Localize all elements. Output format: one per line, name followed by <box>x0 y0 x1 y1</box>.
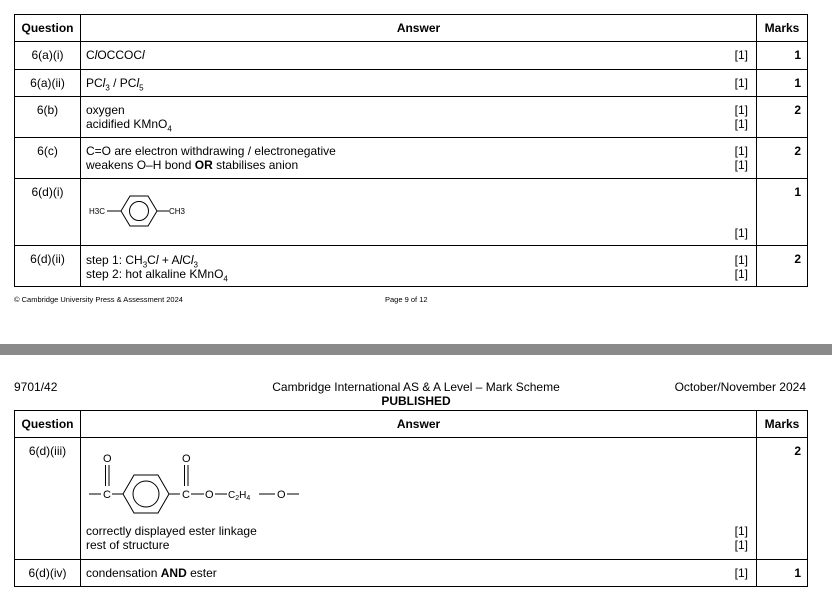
mark-allocation: [1] <box>734 144 748 158</box>
question-number: 6(d)(iv) <box>15 560 81 587</box>
ester-oxygen-label: O <box>205 489 214 501</box>
polyester-repeat-unit-structure <box>89 450 349 516</box>
table-row <box>15 438 808 560</box>
question-number: 6(c) <box>15 138 81 179</box>
mark-allocation: [1] <box>734 253 748 267</box>
answer-cell <box>81 246 757 287</box>
answer-text: condensation AND ester <box>86 566 217 580</box>
end-oxygen-label: O <box>277 489 286 501</box>
answer-text: ClOCCOCl <box>86 48 145 62</box>
table-row <box>15 246 808 287</box>
answer-text: step 2: hot alkaline KMnO$_4$ <box>86 267 228 284</box>
mark-scheme-table-page-10 <box>14 410 808 587</box>
marks-value: 1 <box>757 42 808 70</box>
table-header-row <box>15 411 808 438</box>
syllabus-code: 9701/42 <box>14 380 58 394</box>
mark-allocation: [1] <box>734 524 748 538</box>
oxygen-label: O <box>182 453 191 465</box>
copyright-footer: © Cambridge University Press & Assessment 2024 <box>14 295 183 304</box>
mark-scheme-table-page-9 <box>14 14 808 287</box>
exam-session: October/November 2024 <box>674 380 806 394</box>
methyl-label-left: H3C <box>89 207 106 216</box>
table-row <box>15 560 808 587</box>
page-number: Page 9 of 12 <box>385 295 428 304</box>
question-number: 6(a)(i) <box>15 42 81 70</box>
question-number: 6(d)(iii) <box>15 438 81 560</box>
answer-text: rest of structure <box>86 538 170 552</box>
marks-value: 2 <box>757 97 808 138</box>
mark-allocation: [1] <box>734 76 748 90</box>
question-number: 6(d)(ii) <box>15 246 81 287</box>
answer-text: correctly displayed ester linkage <box>86 524 257 538</box>
answer-text: weakens O–H bond OR stabilises anion <box>86 158 299 172</box>
answer-header: Answer <box>81 15 757 42</box>
methyl-label-right: CH3 <box>169 207 186 216</box>
aromatic-circle <box>133 481 159 507</box>
marks-value: 2 <box>757 246 808 287</box>
answer-header: Answer <box>81 411 757 438</box>
answer-cell <box>81 560 757 587</box>
mark-allocation: [1] <box>734 48 748 62</box>
published-label: PUBLISHED <box>381 394 451 408</box>
carbon-label: C <box>103 489 111 501</box>
aromatic-circle <box>130 202 149 221</box>
oxygen-label: O <box>103 453 112 465</box>
answer-text: PCl$_3$ / PCl$_5$ <box>86 76 144 93</box>
answer-text: C=O are electron withdrawing / electronegative <box>86 144 336 158</box>
answer-cell <box>81 138 757 179</box>
page-separator <box>0 344 832 355</box>
carbon-label: C <box>182 489 190 501</box>
table-row <box>15 179 808 246</box>
question-header: Question <box>15 411 81 438</box>
mark-allocation: [1] <box>734 566 748 580</box>
answer-cell <box>81 179 757 246</box>
marks-value: 1 <box>757 179 808 246</box>
marks-header: Marks <box>757 411 808 438</box>
benzene-ring <box>121 196 157 226</box>
answer-cell <box>81 70 757 97</box>
question-header: Question <box>15 15 81 42</box>
mark-allocation: [1] <box>734 226 748 240</box>
answer-text: acidified KMnO$_4$ <box>86 117 172 134</box>
answer-text: step 1: $CH_3Cl$ + AlCl$_3$ <box>86 253 198 270</box>
mark-allocation: [1] <box>734 267 748 281</box>
mark-allocation: [1] <box>734 103 748 117</box>
question-number: 6(d)(i) <box>15 179 81 246</box>
answer-text: oxygen <box>86 103 125 117</box>
marks-value: 2 <box>757 138 808 179</box>
mark-allocation: [1] <box>734 158 748 172</box>
answer-cell <box>81 438 757 560</box>
question-number: 6(a)(ii) <box>15 70 81 97</box>
table-row <box>15 42 808 70</box>
marks-value: 1 <box>757 70 808 97</box>
marks-value: 1 <box>757 560 808 587</box>
table-row <box>15 70 808 97</box>
question-number: 6(b) <box>15 97 81 138</box>
mark-scheme-title: Cambridge International AS & A Level – Mark Scheme <box>272 380 560 394</box>
answer-cell <box>81 97 757 138</box>
table-header-row <box>15 15 808 42</box>
marks-value: 2 <box>757 438 808 560</box>
mark-allocation: [1] <box>734 117 748 131</box>
marks-header: Marks <box>757 15 808 42</box>
table-row <box>15 97 808 138</box>
mark-allocation: [1] <box>734 538 748 552</box>
ethylene-label: $C_2H_4$ <box>228 490 251 502</box>
answer-cell <box>81 42 757 70</box>
table-row <box>15 138 808 179</box>
